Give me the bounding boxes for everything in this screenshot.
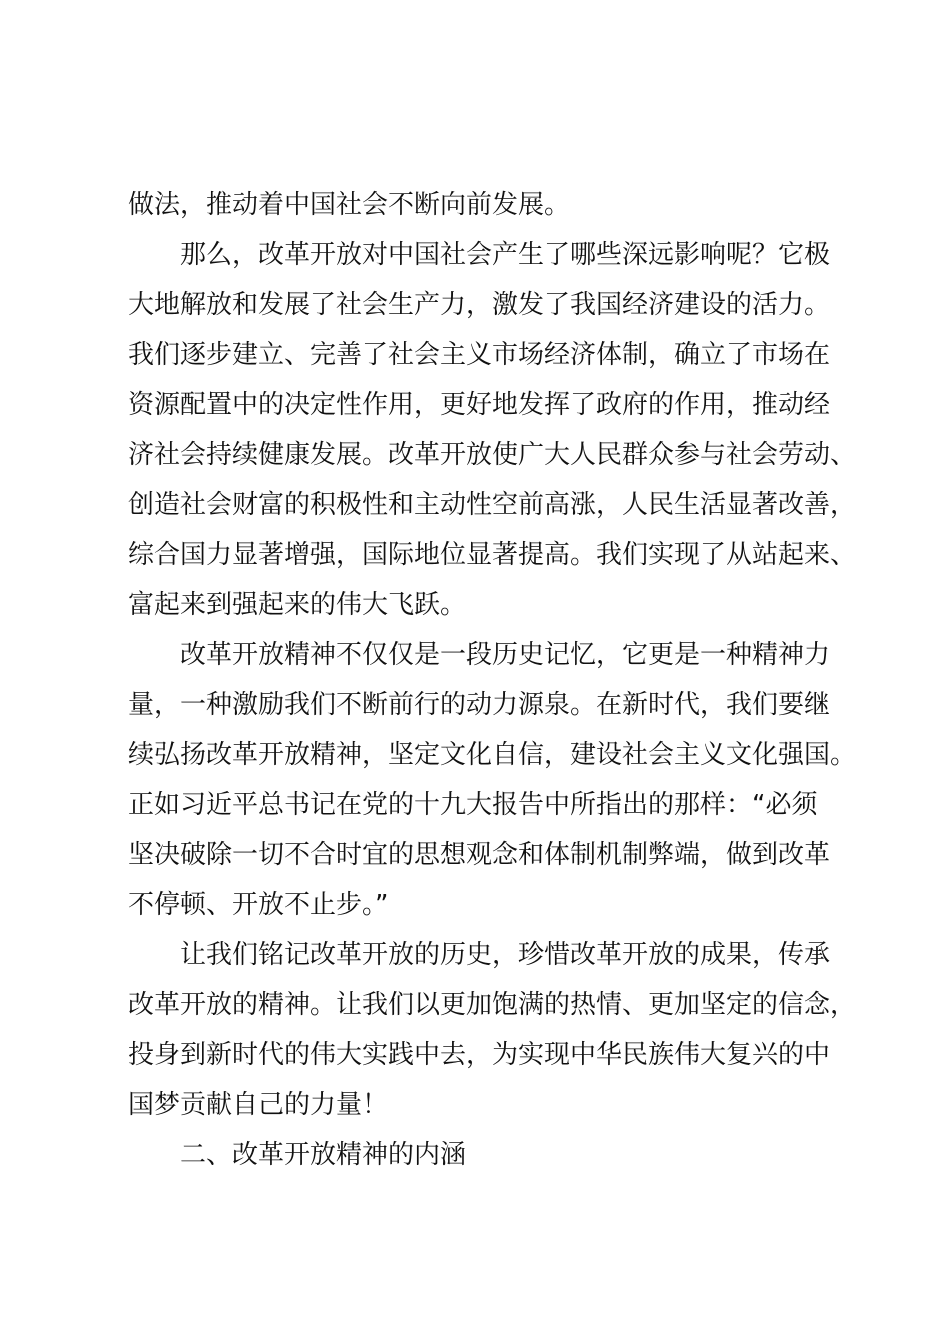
paragraph-first-line: 让我们铭记改革开放的历史，珍惜改革开放的成果，传承 [180,940,831,970]
text-line: 改革开放的精神。让我们以更加饱满的热情、更加坚定的信念， [128,990,857,1020]
text-line: 续弘扬改革开放精神，坚定文化自信，建设社会主义文化强国。 [128,740,857,770]
text-line: 富起来到强起来的伟大飞跃。 [128,590,467,620]
text-line: 做法，推动着中国社会不断向前发展。 [128,190,571,220]
text-line: 不停顿、开放不止步。” [128,890,389,920]
text-line: 我们逐步建立、完善了社会主义市场经济体制，确立了市场在 [128,340,831,370]
section-heading: 二、改革开放精神的内涵 [180,1140,467,1170]
text-line: 国梦贡献自己的力量！ [128,1090,389,1120]
text-line: 投身到新时代的伟大实践中去，为实现中华民族伟大复兴的中 [128,1040,831,1070]
text-line: 综合国力显著增强，国际地位显著提高。我们实现了从站起来、 [128,540,857,570]
paragraph-first-line: 那么，改革开放对中国社会产生了哪些深远影响呢？它极 [180,240,831,270]
text-line: 量，一种激励我们不断前行的动力源泉。在新时代，我们要继 [128,690,831,720]
text-line: 创造社会财富的积极性和主动性空前高涨，人民生活显著改善， [128,490,857,520]
text-line: 正如习近平总书记在党的十九大报告中所指出的那样：“必须 [128,790,818,820]
text-line: 大地解放和发展了社会生产力，激发了我国经济建设的活力。 [128,290,831,320]
text-line: 济社会持续健康发展。改革开放使广大人民群众参与社会劳动、 [128,440,857,470]
text-line: 坚决破除一切不合时宜的思想观念和体制机制弊端，做到改革 [128,840,831,870]
paragraph-first-line: 改革开放精神不仅仅是一段历史记忆，它更是一种精神力 [180,640,831,670]
text-line: 资源配置中的决定性作用，更好地发挥了政府的作用，推动经 [128,390,831,420]
